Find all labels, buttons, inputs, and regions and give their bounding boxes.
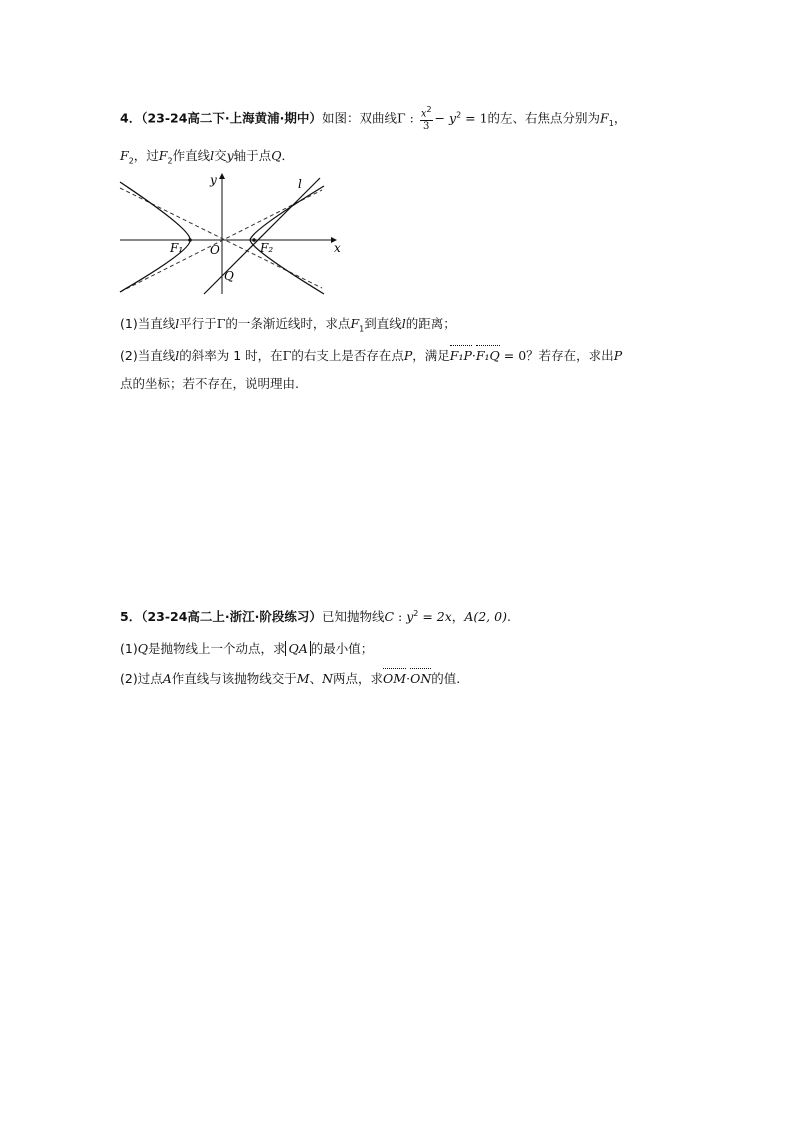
q5-p1-c: 的最小值；	[310, 641, 374, 656]
q4-l2-f2b: F	[158, 148, 168, 163]
q4-part1	[120, 314, 456, 334]
q4-p2-e: ？若存在，求出	[526, 348, 614, 363]
q4-p1-c: 的一条渐近线时，求点	[225, 316, 351, 331]
q4-line2	[120, 146, 294, 166]
q4-p2-eq: = 0	[499, 348, 527, 363]
point-f1	[188, 238, 192, 242]
q5-colon: :	[394, 609, 407, 624]
q4-p1-e: 的距离；	[405, 316, 456, 331]
label-l: l	[298, 177, 302, 191]
q4-l2-f2: F	[120, 148, 129, 163]
q4-l2-f2b-sub: 2	[167, 156, 173, 166]
q5-p1-abs: QA	[285, 641, 310, 656]
q4-eq-a: − y	[434, 110, 457, 126]
q4-frac-den: 3	[422, 121, 430, 133]
q4-f1: F	[600, 110, 609, 126]
label-q: Q	[224, 269, 234, 283]
q5-p2-vec1: OM	[383, 671, 407, 686]
q4-p2-c: 的右支上是否存在点	[291, 348, 404, 363]
q4-l2-a: ，过	[133, 148, 159, 163]
q4-p1-gamma: Γ	[216, 316, 226, 331]
q5-end: .	[506, 609, 511, 624]
label-f1: F₁	[170, 241, 184, 255]
q4-p1-f: F	[350, 316, 360, 331]
label-origin: O	[210, 243, 220, 257]
q4-f1-sub: 1	[608, 119, 614, 129]
q4-number: 4．	[120, 110, 142, 126]
hyperbola-left-branch	[120, 182, 190, 292]
q5-p2-A: A	[162, 671, 172, 686]
q5-p1-b: 是抛物线上一个动点，求	[147, 641, 286, 656]
q4-part2-line2	[120, 374, 299, 392]
q4-l2-f2-sub: 2	[128, 156, 134, 166]
q4-p1-a: (1)当直线	[120, 316, 176, 331]
q5-part1	[120, 639, 373, 657]
q4-intro: 如图：双曲线	[321, 110, 397, 126]
q5-p2-a: (2)过点	[120, 671, 163, 686]
q4-comma: ，	[613, 110, 627, 126]
q5-part2	[120, 669, 460, 687]
q4-l2-c: 交	[214, 148, 227, 163]
label-y: y	[210, 173, 217, 187]
q4-l2-end: ．	[281, 148, 294, 163]
q4-frac-num: x	[420, 108, 427, 120]
q4-p2-a: (2)当直线	[120, 348, 176, 363]
line-l	[204, 178, 320, 294]
hyperbola-figure	[118, 168, 348, 296]
q4-part2	[120, 346, 622, 364]
q4-fraction	[420, 106, 433, 132]
q4-source: （23-24高二下·上海黄浦·期中）	[141, 110, 322, 126]
q5-line1	[120, 607, 511, 625]
q4-p2-d: ，满足	[412, 348, 450, 363]
q4-p2-vec2: F₁Q	[475, 348, 500, 363]
q4-p2-b: 的斜率为 1 时，在	[179, 348, 283, 363]
q5-p2-b: 作直线与该抛物线交于	[171, 671, 297, 686]
q4-l2-d: 轴于点	[233, 148, 272, 163]
label-f2: F₂	[260, 241, 274, 255]
q5-p2-m: M	[296, 671, 310, 686]
q4-p1-l2: l	[401, 316, 406, 331]
q5-point: A(2, 0)	[464, 609, 507, 624]
q4-l2-b: 作直线	[172, 148, 211, 163]
q4-p2-p: P	[403, 348, 413, 363]
q5-intro: 已知抛物线	[321, 609, 385, 624]
q4-eq-b: = 1	[461, 110, 488, 126]
point-f2	[252, 238, 256, 242]
q4-l2-l: l	[210, 148, 215, 163]
q5-p1-a: (1)	[120, 641, 138, 656]
q4-p2-vec1: F₁P	[449, 348, 472, 363]
q5-y: y	[406, 609, 414, 624]
q5-p2-sep: 、	[309, 671, 323, 686]
q5-p2-vec2: ON	[410, 671, 432, 686]
q4-p1-l: l	[175, 316, 180, 331]
q4-p2-p2: P	[613, 348, 623, 363]
q5-sep: ，	[451, 609, 465, 624]
q4-l2-q: Q	[271, 148, 282, 163]
q5-source: （23-24高二上·浙江·阶段练习）	[141, 609, 322, 624]
q5-exp: 2	[413, 608, 419, 618]
q4-p2-dot: ·	[471, 348, 476, 363]
q5-p2-d: 的值.	[431, 671, 461, 686]
q4-p1-f-sub: 1	[359, 324, 365, 334]
q5-p1-q: Q	[137, 641, 148, 656]
q4-l2-y: y	[226, 148, 234, 163]
q5-c: C	[384, 609, 395, 624]
q5-p2-c: 两点，求	[333, 671, 384, 686]
q4-curve: Γ	[396, 110, 406, 126]
q4-eq-exp2: 2	[456, 110, 462, 120]
q4-p2-l: l	[175, 348, 180, 363]
q5-number: 5．	[120, 609, 142, 624]
q4-frac-exp: 2	[426, 105, 432, 114]
q5-p2-dot: ·	[406, 671, 411, 686]
q5-p2-n: N	[322, 671, 334, 686]
q4-after-eq: 的左、右焦点分别为	[487, 110, 601, 126]
q4-p1-d: 到直线	[364, 316, 402, 331]
q4-line1: 4．（23-24高二下·上海黄浦·期中）如图：双曲线Γ : $\frac{x^2}{3}$ − $y^2 = 1$的左、右焦点分别为$F_1$，	[120, 105, 627, 133]
label-x: x	[334, 241, 341, 255]
q5-eq: = 2x	[418, 609, 452, 624]
q4-p2-gamma: Γ	[282, 348, 292, 363]
q4-p2-line2: 点的坐标；若不存在，说明理由.	[120, 376, 299, 391]
q4-p1-b: 平行于	[179, 316, 217, 331]
